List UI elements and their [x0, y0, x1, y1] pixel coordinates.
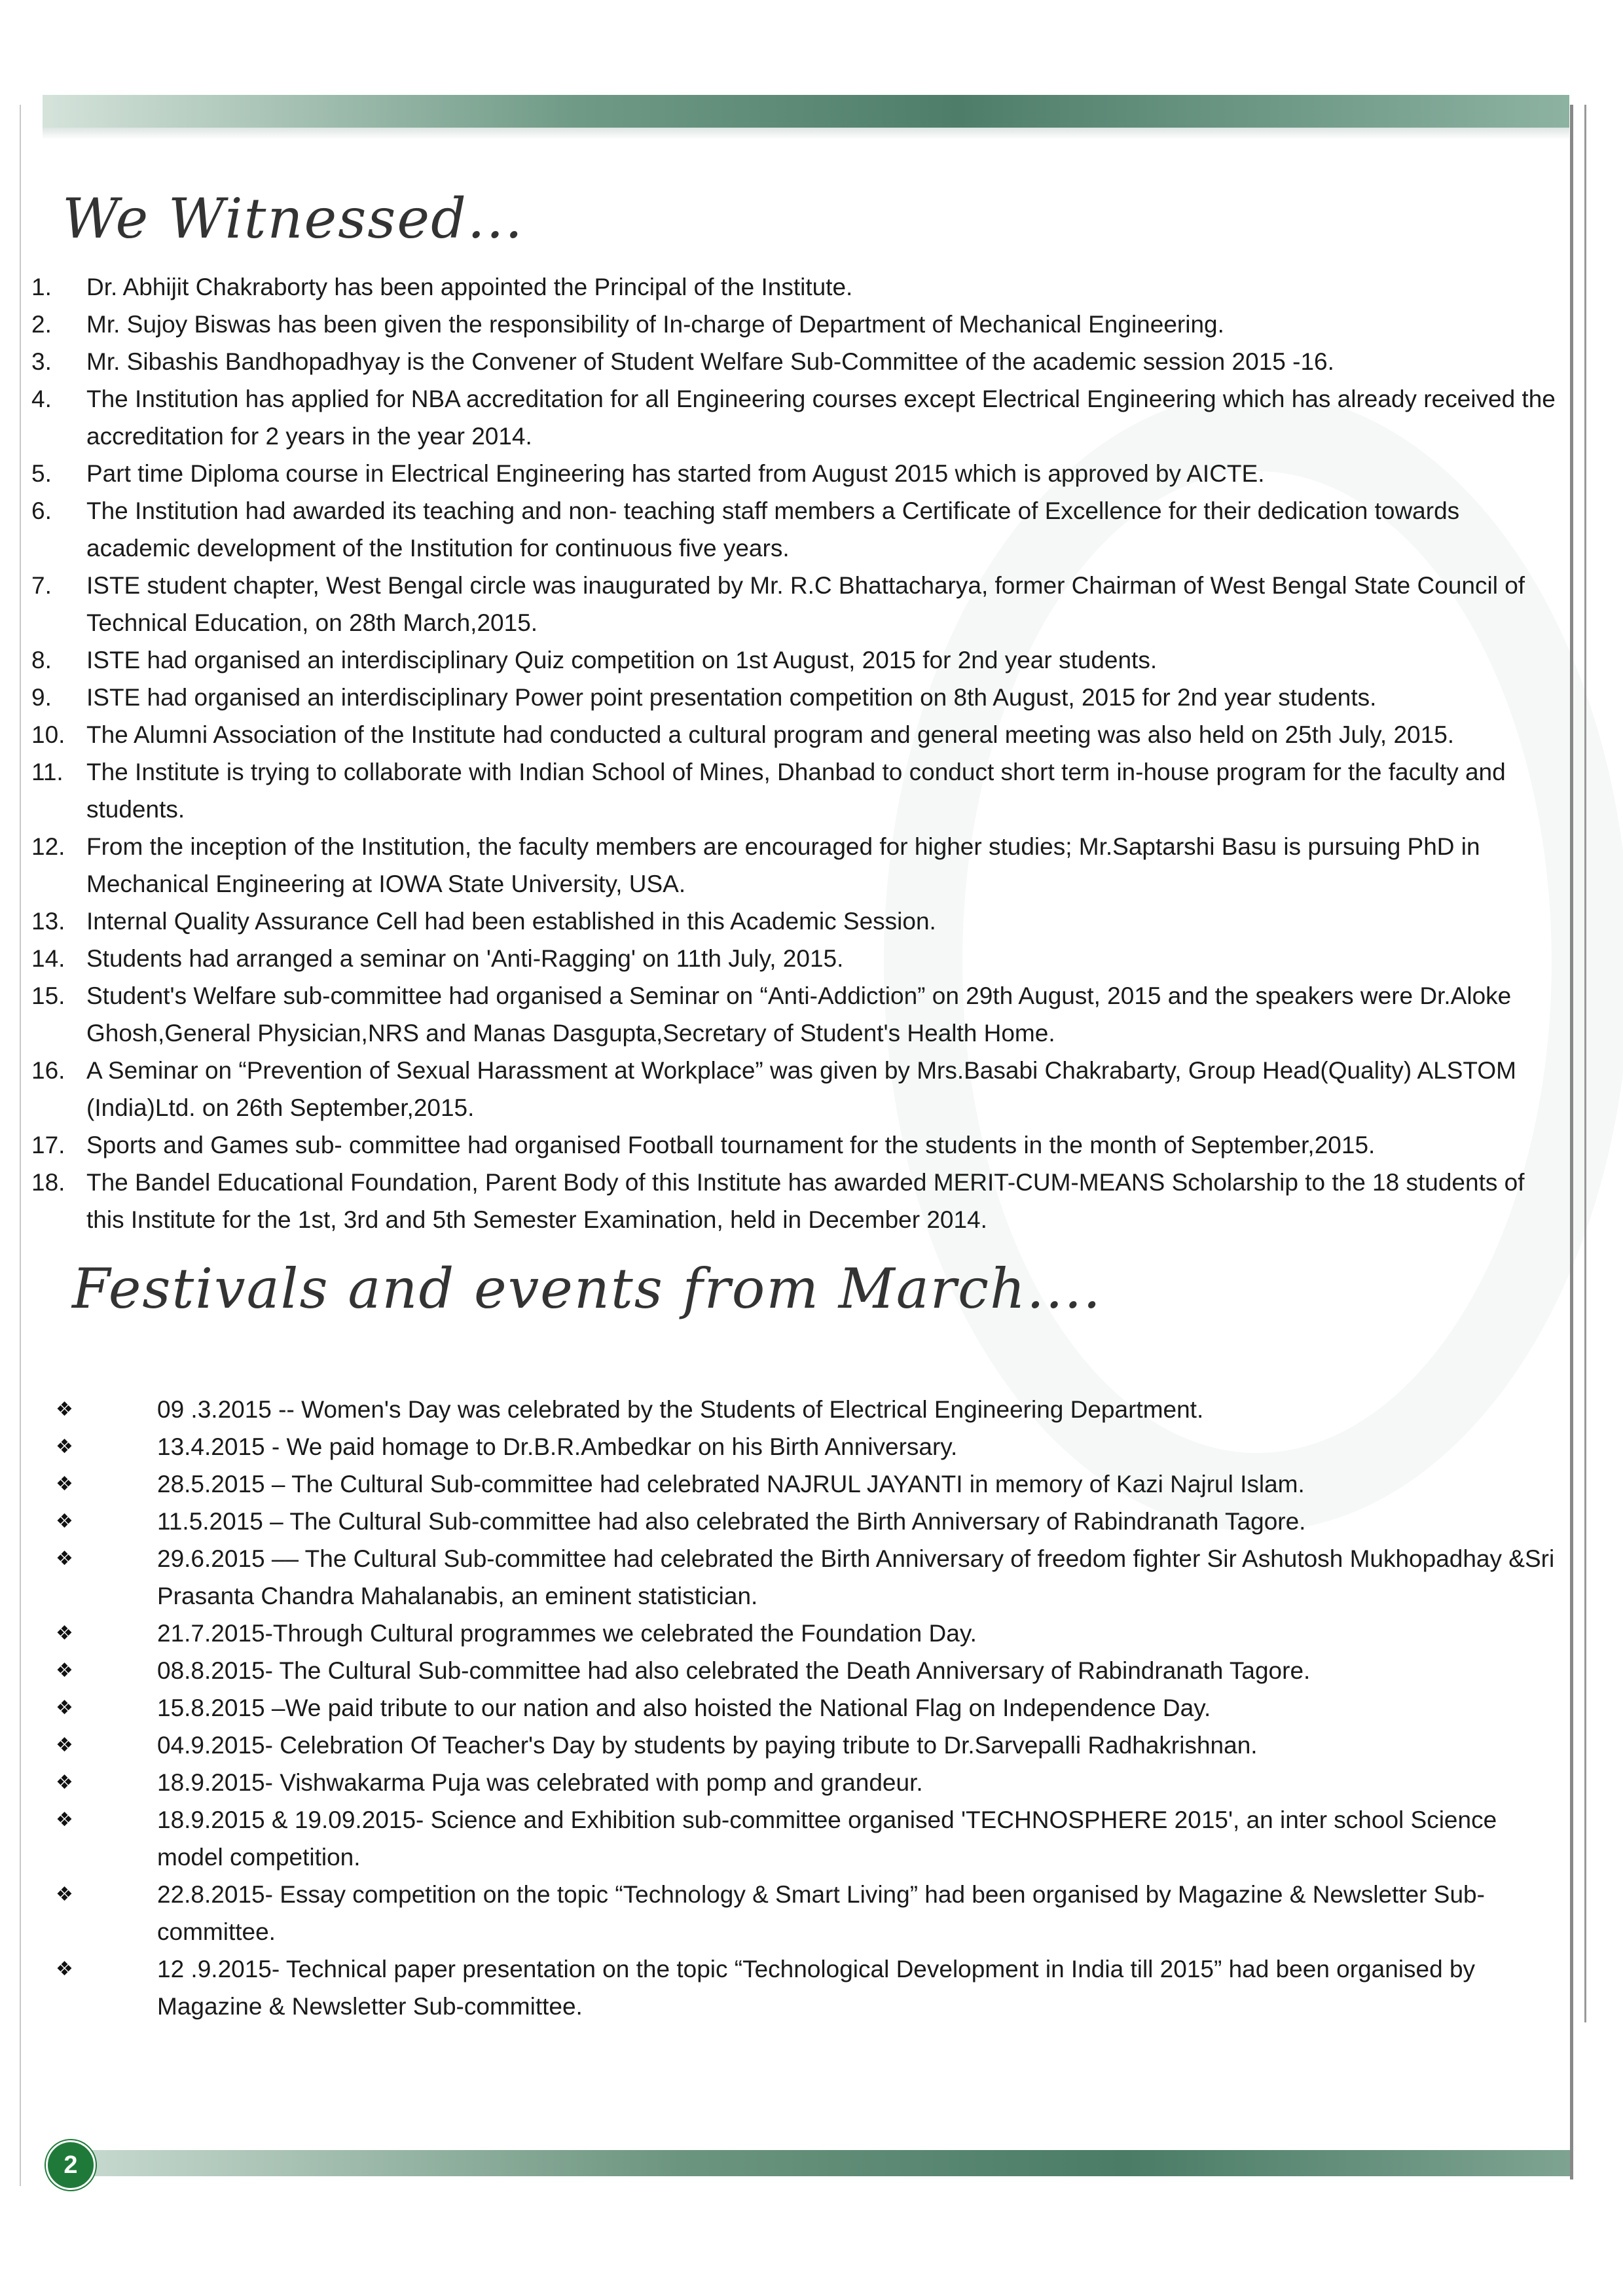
page-number-badge: 2 [46, 2140, 96, 2190]
festival-item [52, 1428, 1558, 1465]
witnessed-item [31, 455, 1557, 492]
festival-item [52, 1615, 1558, 1652]
festival-text: 09 .3.2015 -- Women's Day was celebrated by the Students of Electrical Engineering Department. [157, 1396, 1204, 1423]
festival-text: 11.5.2015 – The Cultural Sub-committee had also celebrated the Birth Anniversary of Rabindranath Tagore. [157, 1508, 1306, 1535]
diamond-bullet-icon: ❖ [56, 1548, 73, 1570]
footer-band [85, 2150, 1570, 2176]
festival-text: 29.6.2015 –– The Cultural Sub-committee had celebrated the Birth Anniversary of freedom fighter Sir Ashutosh Mukhopadhay &Sri Prasanta Chandra Mahalanabis, an eminent statistician. [157, 1545, 1555, 1609]
festival-text: 18.9.2015 & 19.09.2015- Science and Exhibition sub-committee organised 'TECHNOSPHERE 2015', an inter school Science model competition. [157, 1806, 1497, 1871]
festival-item [52, 1764, 1558, 1801]
festival-text: 18.9.2015- Vishwakarma Puja was celebrated with pomp and grandeur. [157, 1769, 923, 1796]
festival-text: 08.8.2015- The Cultural Sub-committee had also celebrated the Death Anniversary of Rabindranath Tagore. [157, 1657, 1311, 1684]
item-number: 8. [31, 647, 52, 673]
witnessed-item [31, 1126, 1557, 1164]
item-text: ISTE student chapter, West Bengal circle was inaugurated by Mr. R.C Bhattacharya, former Chairman of West Bengal State Council of Technical Education, on 28th March,2015. [86, 572, 1525, 636]
witnessed-item [31, 716, 1557, 753]
festival-text: 12 .9.2015- Technical paper presentation on the topic “Technological Development in India till 2015” had been organised by Magazine & Newsletter Sub-committee. [157, 1956, 1476, 2020]
item-number: 12. [31, 833, 65, 860]
item-number: 10. [31, 721, 65, 748]
item-text: A Seminar on “Prevention of Sexual Harassment at Workplace” was given by Mrs.Basabi Chakrabarty, Group Head(Quality) ALSTOM (India)Ltd. on 26th September,2015. [86, 1057, 1516, 1121]
item-text: The Institution had awarded its teaching and non- teaching staff members a Certificate of Excellence for their dedication towards academic development of the Institution for continuous five years. [86, 497, 1460, 562]
festival-text: 13.4.2015 - We paid homage to Dr.B.R.Ambedkar on his Birth Anniversary. [157, 1433, 958, 1460]
festival-item [52, 1465, 1558, 1503]
diamond-bullet-icon: ❖ [56, 1884, 73, 1905]
festival-item [52, 1876, 1558, 1950]
diamond-bullet-icon: ❖ [56, 1772, 73, 1793]
item-text: ISTE had organised an interdisciplinary Power point presentation competition on 8th August, 2015 for 2nd year students. [86, 684, 1377, 711]
witnessed-item [31, 380, 1557, 455]
witnessed-item [31, 343, 1557, 380]
left-border-rule [20, 105, 21, 2186]
festival-item [52, 1540, 1558, 1615]
item-number: 14. [31, 945, 65, 972]
festival-item [52, 1801, 1558, 1876]
right-border-rule-inner [1584, 105, 1586, 2022]
item-text: The Institution has applied for NBA accreditation for all Engineering courses except Electrical Engineering which has already received the accreditation for 2 years in the year 2014. [86, 386, 1556, 450]
item-number: 16. [31, 1057, 65, 1084]
witnessed-item [31, 753, 1557, 828]
witnessed-item [31, 940, 1557, 977]
item-text: From the inception of the Institution, the faculty members are encouraged for higher studies; Mr.Saptarshi Basu is pursuing PhD in Mechanical Engineering at IOWA State University, USA. [86, 833, 1480, 897]
item-number: 15. [31, 982, 65, 1009]
witnessed-item [31, 679, 1557, 716]
item-text: Student's Welfare sub-committee had organised a Seminar on “Anti-Addiction” on 29th August, 2015 and the speakers were Dr.Aloke Ghosh,General Physician,NRS and Manas Dasgupta,Secretary of Student's Health Home. [86, 982, 1512, 1047]
witnessed-item [31, 828, 1557, 903]
item-number: 7. [31, 572, 52, 599]
item-number: 4. [31, 386, 52, 412]
header-band [43, 95, 1569, 128]
item-number: 3. [31, 348, 52, 375]
festival-item [52, 1391, 1558, 1428]
witnessed-item [31, 268, 1557, 306]
diamond-bullet-icon: ❖ [56, 1809, 73, 1831]
header-band-shadow [43, 128, 1569, 139]
item-number: 2. [31, 311, 52, 338]
item-text: Mr. Sibashis Bandhopadhyay is the Convener of Student Welfare Sub-Committee of the academic session 2015 -16. [86, 348, 1334, 375]
festival-item [52, 1689, 1558, 1727]
diamond-bullet-icon: ❖ [56, 1473, 73, 1495]
diamond-bullet-icon: ❖ [56, 1958, 73, 1980]
witnessed-item [31, 1052, 1557, 1126]
heading-festivals-events: Festivals and events from March.... [72, 1257, 1102, 1321]
right-border-rule [1570, 105, 1573, 2179]
item-number: 11. [31, 759, 64, 785]
item-number: 17. [31, 1132, 65, 1158]
festival-text: 04.9.2015- Celebration Of Teacher's Day by students by paying tribute to Dr.Sarvepalli Radhakrishnan. [157, 1732, 1258, 1759]
item-number: 13. [31, 908, 65, 935]
item-text: Part time Diploma course in Electrical Engineering has started from August 2015 which is approved by AICTE. [86, 460, 1265, 487]
item-text: The Institute is trying to collaborate with Indian School of Mines, Dhanbad to conduct short term in-house program for the faculty and students. [86, 759, 1506, 823]
festival-item [52, 1503, 1558, 1540]
witnessed-list [31, 268, 1557, 1238]
festival-text: 21.7.2015-Through Cultural programmes we celebrated the Foundation Day. [157, 1620, 977, 1647]
item-text: The Alumni Association of the Institute had conducted a cultural program and general meeting was also held on 25th July, 2015. [86, 721, 1455, 748]
item-text: Internal Quality Assurance Cell had been established in this Academic Session. [86, 908, 936, 935]
item-number: 6. [31, 497, 52, 524]
item-text: Students had arranged a seminar on 'Anti-Ragging' on 11th July, 2015. [86, 945, 844, 972]
item-text: ISTE had organised an interdisciplinary Quiz competition on 1st August, 2015 for 2nd year students. [86, 647, 1158, 673]
item-number: 1. [31, 274, 52, 300]
item-text: Dr. Abhijit Chakraborty has been appointed the Principal of the Institute. [86, 274, 853, 300]
festival-text: 28.5.2015 – The Cultural Sub-committee had celebrated NAJRUL JAYANTI in memory of Kazi Najrul Islam. [157, 1471, 1305, 1498]
festival-item [52, 1652, 1558, 1689]
witnessed-item [31, 977, 1557, 1052]
witnessed-item [31, 306, 1557, 343]
diamond-bullet-icon: ❖ [56, 1660, 73, 1681]
festival-list [52, 1391, 1558, 2025]
festival-item [52, 1950, 1558, 2025]
item-number: 9. [31, 684, 52, 711]
witnessed-item [31, 641, 1557, 679]
diamond-bullet-icon: ❖ [56, 1697, 73, 1719]
item-text: The Bandel Educational Foundation, Parent Body of this Institute has awarded MERIT-CUM-MEANS Scholarship to the 18 students of this Institute for the 1st, 3rd and 5th Semester Examination, held in December 2014. [86, 1169, 1525, 1233]
diamond-bullet-icon: ❖ [56, 1734, 73, 1756]
witnessed-item [31, 903, 1557, 940]
witnessed-item [31, 1164, 1557, 1238]
witnessed-item [31, 492, 1557, 567]
diamond-bullet-icon: ❖ [56, 1623, 73, 1644]
diamond-bullet-icon: ❖ [56, 1511, 73, 1532]
item-text: Sports and Games sub- committee had organised Football tournament for the students in the month of September,2015. [86, 1132, 1376, 1158]
diamond-bullet-icon: ❖ [56, 1436, 73, 1458]
festival-text: 15.8.2015 –We paid tribute to our nation and also hoisted the National Flag on Independence Day. [157, 1695, 1211, 1721]
festival-item [52, 1727, 1558, 1764]
diamond-bullet-icon: ❖ [56, 1399, 73, 1420]
item-text: Mr. Sujoy Biswas has been given the responsibility of In-charge of Department of Mechanical Engineering. [86, 311, 1224, 338]
witnessed-item [31, 567, 1557, 641]
item-number: 18. [31, 1169, 65, 1196]
item-number: 5. [31, 460, 52, 487]
heading-we-witnessed: We Witnessed... [62, 187, 524, 251]
festival-text: 22.8.2015- Essay competition on the topic “Technology & Smart Living” had been organised by Magazine & Newsletter Sub-committee. [157, 1881, 1485, 1945]
